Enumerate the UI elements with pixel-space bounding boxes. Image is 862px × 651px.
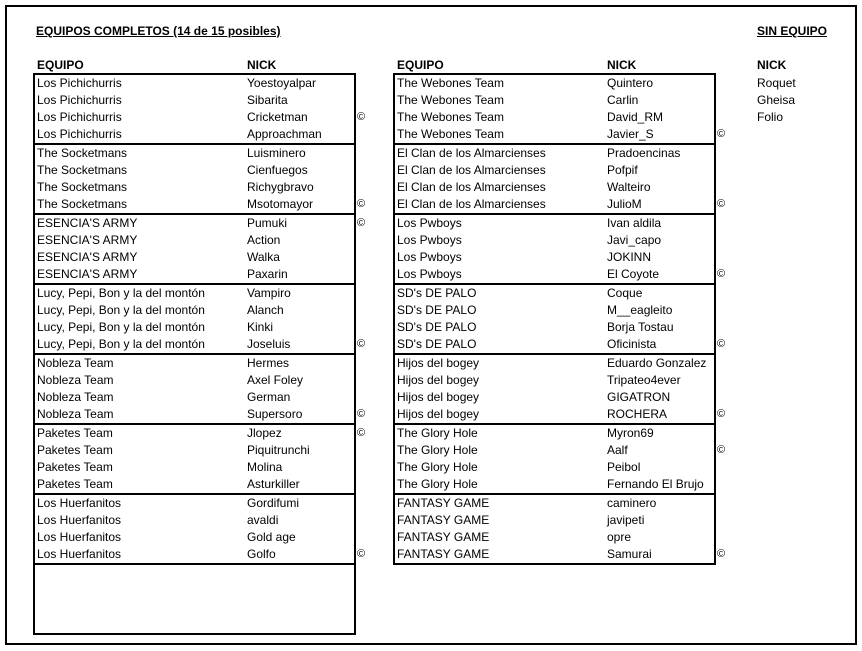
- team-name: The Glory Hole: [397, 477, 478, 491]
- team-name: Los Huerfanitos: [37, 513, 122, 527]
- empty-team-slot: [33, 565, 356, 635]
- table-row: [35, 109, 366, 126]
- table-row: [395, 145, 714, 162]
- table-row: [35, 425, 366, 442]
- table-row: [35, 476, 354, 493]
- table-row: [35, 495, 354, 512]
- team-name: Hijos del bogey: [397, 407, 480, 421]
- player-nick: Gordifumi: [247, 496, 300, 510]
- player-nick: caminero: [607, 496, 657, 510]
- team-name: The Webones Team: [397, 93, 504, 107]
- team-group: [33, 355, 366, 425]
- player-nick: opre: [607, 530, 632, 544]
- table-row: [395, 92, 714, 109]
- player-nick: Sibarita: [247, 93, 288, 107]
- team-name: El Clan de los Almarcienses: [397, 180, 546, 194]
- player-nick: avaldi: [247, 513, 279, 527]
- table-row: [35, 336, 366, 353]
- team-name: Lucy, Pepi, Bon y la del montón: [37, 337, 205, 351]
- team-name: Lucy, Pepi, Bon y la del montón: [37, 286, 205, 300]
- team-group: [393, 355, 726, 425]
- table-row: [35, 355, 354, 372]
- table-row: [35, 215, 366, 232]
- captain-mark: ©: [717, 338, 726, 350]
- team-name: Lucy, Pepi, Bon y la del montón: [37, 320, 205, 334]
- table-row: [395, 126, 726, 143]
- table-row: [395, 249, 714, 266]
- table-row: [395, 406, 726, 423]
- captain-mark: ©: [717, 408, 726, 420]
- sin-equipo-nick: Roquet: [757, 76, 796, 90]
- player-nick: ROCHERA: [607, 407, 668, 421]
- player-nick: Pumuki: [247, 216, 288, 230]
- player-nick: Ivan aldila: [607, 216, 662, 230]
- team-name: SD's DE PALO: [397, 286, 477, 300]
- team-name: FANTASY GAME: [397, 547, 490, 561]
- team-name: Nobleza Team: [37, 390, 114, 404]
- team-name: The Socketmans: [37, 163, 128, 177]
- table-row: [395, 372, 714, 389]
- player-nick: Molina: [247, 460, 283, 474]
- player-nick: Msotomayor: [247, 197, 314, 211]
- player-nick: German: [247, 390, 291, 404]
- player-nick: JulioM: [607, 197, 642, 211]
- team-name: Los Pichichurris: [37, 110, 122, 124]
- team-name: Los Pwboys: [397, 233, 462, 247]
- sin-equipo-nick: Gheisa: [757, 93, 796, 107]
- player-nick: Paxarin: [247, 267, 288, 281]
- player-nick: Coque: [607, 286, 643, 300]
- table-row: [395, 336, 726, 353]
- table-row: [35, 75, 354, 92]
- table-row: [395, 512, 714, 529]
- team-group: [393, 285, 726, 355]
- team-name: Paketes Team: [37, 477, 113, 491]
- team-name: El Clan de los Almarcienses: [397, 197, 546, 211]
- table-row: [35, 162, 354, 179]
- captain-mark: ©: [357, 111, 366, 123]
- table-row: [395, 232, 714, 249]
- team-name: FANTASY GAME: [397, 496, 490, 510]
- player-nick: Walteiro: [607, 180, 651, 194]
- team-name: FANTASY GAME: [397, 530, 490, 544]
- page-title: EQUIPOS COMPLETOS (14 de 15 posibles): [36, 24, 281, 38]
- captain-mark: ©: [717, 198, 726, 210]
- table-row: [395, 546, 726, 563]
- player-nick: Myron69: [607, 426, 654, 440]
- team-name: The Glory Hole: [397, 426, 478, 440]
- team-name: Nobleza Team: [37, 356, 114, 370]
- table-row: [395, 196, 726, 213]
- player-nick: Fernando El Brujo: [607, 477, 704, 491]
- team-group: [33, 495, 366, 565]
- team-name: The Webones Team: [397, 76, 504, 90]
- team-name: Paketes Team: [37, 460, 113, 474]
- player-nick: Cienfuegos: [247, 163, 308, 177]
- player-nick: Supersoro: [247, 407, 303, 421]
- team-name: ESENCIA'S ARMY: [37, 250, 138, 264]
- player-nick: Eduardo Gonzalez: [607, 356, 707, 370]
- table-row: [35, 266, 354, 283]
- table-row: [395, 425, 714, 442]
- table-row: [395, 302, 714, 319]
- player-nick: Quintero: [607, 76, 654, 90]
- table-row: [395, 319, 714, 336]
- player-nick: Aalf: [607, 443, 628, 457]
- team-name: The Webones Team: [397, 127, 504, 141]
- sin-equipo-list: [757, 75, 796, 126]
- team-name: Los Pichichurris: [37, 93, 122, 107]
- team-name: El Clan de los Almarcienses: [397, 146, 546, 160]
- captain-mark: ©: [357, 198, 366, 210]
- player-nick: Approachman: [247, 127, 322, 141]
- captain-mark: ©: [717, 268, 726, 280]
- player-nick: Javier_S: [607, 127, 654, 141]
- player-nick: Walka: [247, 250, 280, 264]
- table-row: [395, 389, 714, 406]
- table-row: [395, 529, 714, 546]
- table-row: [35, 179, 354, 196]
- player-nick: Oficinista: [607, 337, 657, 351]
- table-row: [395, 442, 726, 459]
- captain-mark: ©: [357, 217, 366, 229]
- captain-mark: ©: [717, 444, 726, 456]
- left-team-header: EQUIPO: [37, 58, 84, 72]
- captain-mark: ©: [357, 427, 366, 439]
- left-nick-header: NICK: [247, 58, 277, 72]
- team-name: Los Pwboys: [397, 267, 462, 281]
- team-name: The Socketmans: [37, 180, 128, 194]
- team-name: Los Huerfanitos: [37, 496, 122, 510]
- table-row: [35, 319, 354, 336]
- team-name: The Socketmans: [37, 197, 128, 211]
- table-row: [395, 495, 714, 512]
- team-name: SD's DE PALO: [397, 320, 477, 334]
- player-nick: Alanch: [247, 303, 284, 317]
- player-nick: Action: [247, 233, 281, 247]
- team-name: Los Pwboys: [397, 250, 462, 264]
- team-name: The Glory Hole: [397, 460, 478, 474]
- team-name: Los Pichichurris: [37, 127, 122, 141]
- table-row: [35, 145, 354, 162]
- captain-mark: ©: [357, 408, 366, 420]
- table-row: [35, 196, 366, 213]
- team-name: Nobleza Team: [37, 373, 114, 387]
- player-nick: Axel Foley: [247, 373, 304, 387]
- team-name: Lucy, Pepi, Bon y la del montón: [37, 303, 205, 317]
- player-nick: El Coyote: [607, 267, 660, 281]
- player-nick: Jlopez: [247, 426, 282, 440]
- player-nick: GIGATRON: [607, 390, 671, 404]
- player-nick: Samurai: [607, 547, 652, 561]
- player-nick: Luisminero: [247, 146, 306, 160]
- team-name: Paketes Team: [37, 443, 113, 457]
- table-row: [35, 546, 366, 563]
- table-row: [395, 75, 714, 92]
- table-row: [395, 459, 714, 476]
- player-nick: Pofpif: [607, 163, 638, 177]
- player-nick: Golfo: [247, 547, 276, 561]
- player-nick: Kinki: [247, 320, 274, 334]
- table-row: [395, 355, 714, 372]
- team-group: [33, 73, 366, 145]
- team-name: The Glory Hole: [397, 443, 478, 457]
- player-nick: Pradoencinas: [607, 146, 681, 160]
- player-nick: M__eagleito: [607, 303, 673, 317]
- table-row: [35, 232, 354, 249]
- team-name: SD's DE PALO: [397, 337, 477, 351]
- team-name: Hijos del bogey: [397, 356, 480, 370]
- team-name: The Webones Team: [397, 110, 504, 124]
- table-row: [395, 266, 726, 283]
- table-row: [35, 285, 354, 302]
- right-teams-table: [393, 73, 726, 565]
- table-row: [35, 389, 354, 406]
- player-nick: Carlin: [607, 93, 639, 107]
- table-row: [395, 162, 714, 179]
- player-nick: Peibol: [607, 460, 641, 474]
- player-nick: JOKINN: [607, 250, 652, 264]
- sin-equipo-nick-header: NICK: [757, 58, 787, 72]
- player-nick: Yoestoyalpar: [247, 76, 316, 90]
- sin-equipo-title: SIN EQUIPO: [757, 24, 828, 38]
- table-row: [35, 442, 354, 459]
- team-group: [33, 285, 366, 355]
- table-row: [35, 529, 354, 546]
- right-nick-header: NICK: [607, 58, 637, 72]
- player-nick: Borja Tostau: [607, 320, 674, 334]
- captain-mark: ©: [357, 338, 366, 350]
- table-row: [395, 179, 714, 196]
- player-nick: Richygbravo: [247, 180, 314, 194]
- table-row: [35, 372, 354, 389]
- team-name: ESENCIA'S ARMY: [37, 233, 138, 247]
- team-group: [393, 215, 726, 285]
- table-row: [395, 109, 714, 126]
- team-name: El Clan de los Almarcienses: [397, 163, 546, 177]
- table-row: [395, 476, 714, 493]
- player-nick: Cricketman: [247, 110, 308, 124]
- team-name: SD's DE PALO: [397, 303, 477, 317]
- player-nick: Hermes: [247, 356, 290, 370]
- player-nick: Javi_capo: [607, 233, 662, 247]
- team-group: [393, 145, 726, 215]
- left-teams-table: [33, 73, 366, 635]
- table-row: [395, 285, 714, 302]
- table-row: [35, 126, 354, 143]
- team-group: [393, 425, 726, 495]
- team-name: Hijos del bogey: [397, 390, 480, 404]
- team-group: [393, 495, 726, 565]
- player-nick: Vampiro: [247, 286, 291, 300]
- table-row: [35, 302, 354, 319]
- player-nick: David_RM: [607, 110, 664, 124]
- team-name: ESENCIA'S ARMY: [37, 216, 138, 230]
- table-row: [35, 249, 354, 266]
- team-name: Paketes Team: [37, 426, 113, 440]
- table-row: [35, 92, 354, 109]
- right-team-header: EQUIPO: [397, 58, 444, 72]
- player-nick: Piquitrunchi: [247, 443, 310, 457]
- player-nick: Tripateo4ever: [607, 373, 681, 387]
- player-nick: javipeti: [607, 513, 645, 527]
- table-row: [35, 512, 354, 529]
- team-group: [393, 73, 726, 145]
- table-row: [35, 406, 366, 423]
- team-name: Los Huerfanitos: [37, 530, 122, 544]
- team-name: ESENCIA'S ARMY: [37, 267, 138, 281]
- team-group: [33, 425, 366, 495]
- team-name: Nobleza Team: [37, 407, 114, 421]
- sin-equipo-nick: Folio: [757, 110, 784, 124]
- team-name: Los Pichichurris: [37, 76, 122, 90]
- player-nick: Asturkiller: [247, 477, 300, 491]
- team-name: The Socketmans: [37, 146, 128, 160]
- team-group: [33, 145, 366, 215]
- team-name: Los Huerfanitos: [37, 547, 122, 561]
- team-name: Los Pwboys: [397, 216, 462, 230]
- player-nick: Joseluis: [247, 337, 291, 351]
- team-name: Hijos del bogey: [397, 373, 480, 387]
- captain-mark: ©: [357, 548, 366, 560]
- captain-mark: ©: [717, 128, 726, 140]
- table-row: [35, 459, 354, 476]
- captain-mark: ©: [717, 548, 726, 560]
- team-name: FANTASY GAME: [397, 513, 490, 527]
- table-row: [395, 215, 714, 232]
- team-group: [33, 215, 366, 285]
- player-nick: Gold age: [247, 530, 296, 544]
